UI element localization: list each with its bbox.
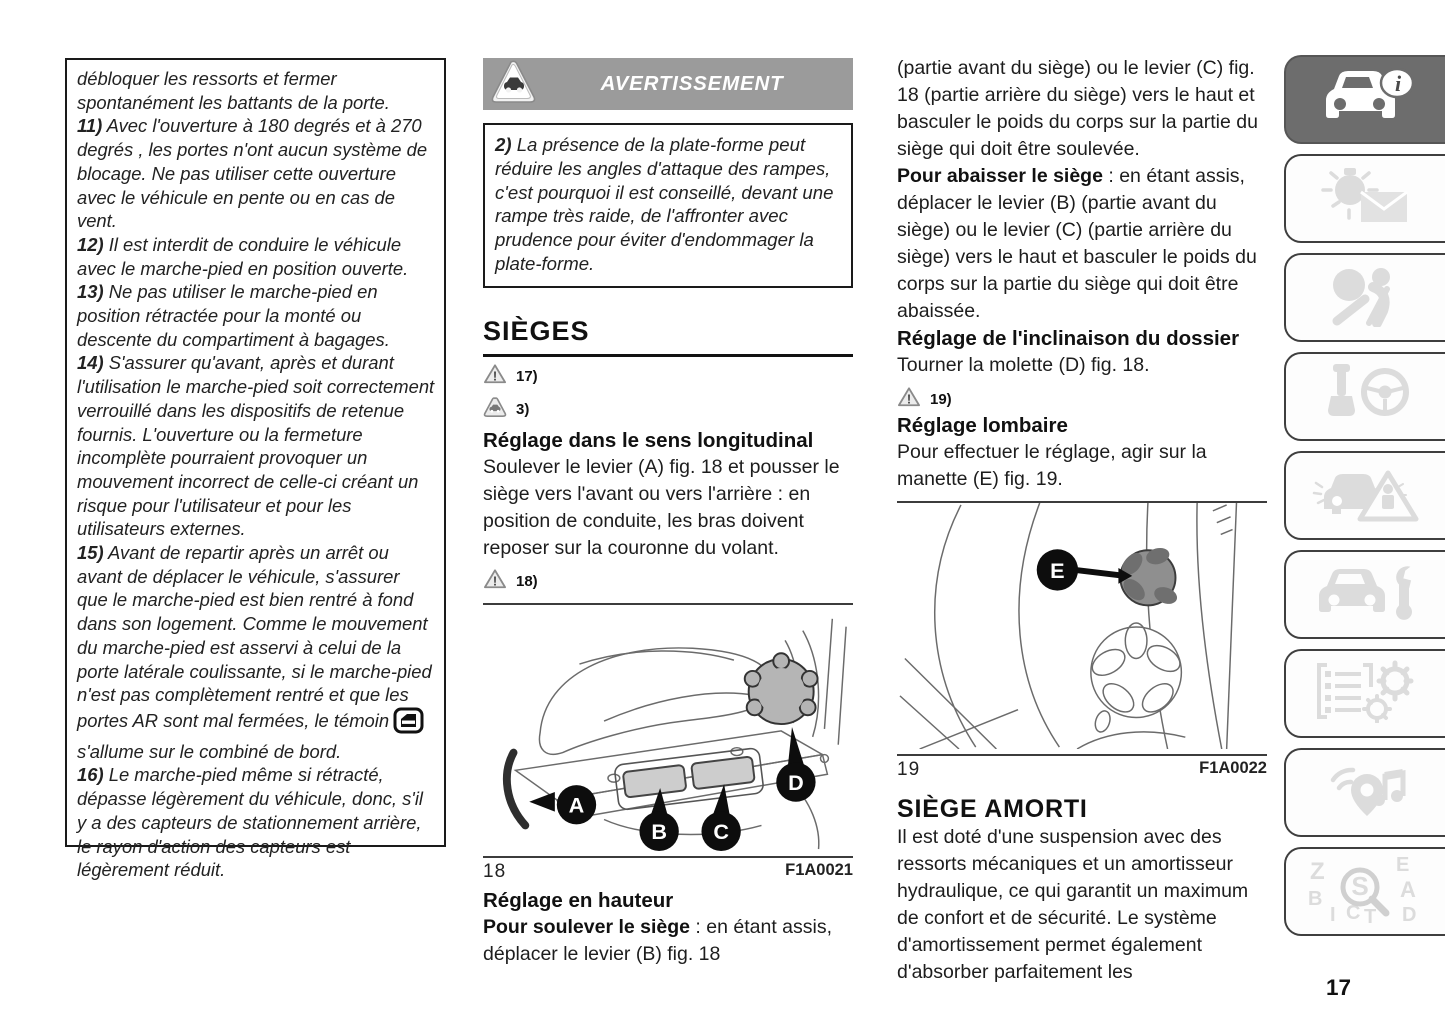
warning-intro: débloquer les ressorts et fermer spontanément les battants de la porte. — [77, 68, 390, 113]
longitudinal-text: Soulever le levier (A) fig. 18 et pousser le siège vers l'avant ou vers l'arrière : en position de conduite, les bras doivent reposer sur la couronne du volant. — [483, 455, 840, 559]
sidebar-tab-vehicle-info[interactable] — [1284, 55, 1445, 144]
caution-ref-label: 3) — [516, 401, 530, 419]
figure18-label-a: A — [568, 792, 585, 818]
svg-text:A: A — [1399, 877, 1416, 902]
list-gears-icon — [1311, 659, 1421, 728]
lombaire-text: Pour effectuer le réglage, agir sur la manette (E) fig. 19. — [897, 441, 1207, 490]
warning-ref-label: 18) — [516, 573, 538, 591]
svg-text:i: i — [1394, 71, 1401, 96]
item-text: Avant de repartir après un arrêt ou avant de déplacer le véhicule, s'assurer que le marche-pied est bien rentré à fond dans son logement. Comme le mouvement du marche-pied est asservi à celui de la porte latérale coulissante, si le marche-pied n'est pas complètement rentré et que les portes AR sont mal fermées, le témoin — [77, 542, 432, 731]
svg-text:E: E — [1395, 854, 1409, 876]
warning-reference-17 — [483, 364, 853, 390]
figure-18-caption — [483, 858, 853, 883]
multimedia-icon — [1311, 758, 1421, 827]
warning-continuation-box — [65, 58, 446, 881]
warning-triangle-icon — [897, 386, 921, 413]
middle-column — [483, 58, 853, 968]
sidebar-tab-dashboard-lights[interactable] — [1284, 154, 1445, 243]
figure-19-caption — [897, 756, 1267, 781]
item-number: 15) — [77, 542, 104, 564]
index-magnifier-icon — [1304, 853, 1428, 930]
item-text: s'allume sur le combiné de bord. — [77, 740, 342, 762]
soulever-continuation: (partie avant du siège) ou le levier (C) fig. 18 (partie arrière du siège) vers le haut et basculer le poids du corps sur la partie du siège qui doit être soulevée. — [897, 57, 1258, 160]
svg-text:T: T — [1363, 906, 1376, 925]
sidebar-tab-index[interactable] — [1284, 847, 1445, 936]
item-text: Le marche-pied même si rétracté, dépasse légèrement du véhicule, donc, s'il y a des capteurs de stationnement arrière, le rayon d'action des capteurs est légèrement réduit. — [77, 764, 423, 881]
sidebar-tab-service[interactable] — [1284, 550, 1445, 639]
warning-ref-label: 19) — [930, 390, 952, 408]
heading-lombaire: Réglage lombaire — [897, 414, 1068, 437]
figure-code: F1A0021 — [785, 860, 853, 879]
sidebar-tab-starting-driving[interactable] — [1284, 352, 1445, 441]
door-ajar-warning-icon — [393, 707, 424, 740]
warning-triangle-icon — [483, 568, 507, 595]
abaisser-rest: : en étant assis, déplacer le levier (B) (partie avant du siège) ou le levier (C) (partie arrière du siège) vers le haut et basculer le poids du corps sur la partie du siège qui doit être abaissée. — [897, 165, 1257, 322]
car-wrench-icon — [1311, 560, 1421, 629]
warning-reference-18 — [483, 569, 853, 595]
warning-ref-label: 17) — [516, 368, 538, 386]
svg-text:C: C — [1345, 902, 1360, 924]
crash-triangle-icon — [1310, 461, 1422, 530]
item-text: La présence de la plate-forme peut réduire les angles d'attaque des rampes, c'est pourquoi il est conseillé, devant une rampe très raide, de l'affronter avec prudence pour éviter d'endommager la plate-forme. — [495, 134, 834, 274]
item-number: 11) — [77, 115, 103, 137]
section-title-siege-amorti: SIÈGE AMORTI — [897, 795, 1088, 823]
svg-text:D: D — [1401, 904, 1416, 925]
item-number: 2) — [495, 134, 512, 155]
svg-text:B: B — [1307, 888, 1322, 910]
sidebar-tab-emergency[interactable] — [1284, 451, 1445, 540]
heading-hauteur: Réglage en hauteur — [483, 888, 674, 912]
figure-19-drawing — [897, 501, 1267, 756]
hauteur-lead: Pour soulever le siège — [483, 915, 691, 938]
avertissement-label: AVERTISSEMENT — [600, 72, 784, 95]
caution-reference-3 — [483, 397, 853, 423]
light-envelope-icon — [1311, 164, 1421, 233]
svg-text:Z: Z — [1309, 858, 1325, 885]
section-title-sieges: SIÈGES — [483, 316, 853, 357]
hauteur-rest: : en étant assis, déplacer le levier (B) fig. 18 — [483, 915, 833, 965]
warning-item-13 — [77, 280, 435, 351]
abaisser-text — [897, 163, 1267, 325]
item-number: 13) — [77, 281, 104, 303]
svg-text:S: S — [1350, 871, 1369, 901]
figure-18-drawing — [483, 603, 853, 858]
figure-code: F1A0022 — [1199, 759, 1267, 777]
item-text: Ne pas utiliser le marche-pied en position rétractée pour la monté ou descente du compartiment à bagages. — [77, 281, 390, 350]
warning-item-15 — [77, 541, 435, 763]
figure18-label-c: C — [713, 818, 729, 844]
item-text: Il est interdit de conduire le véhicule avec le marche-pied en position ouverte. — [77, 233, 409, 279]
svg-text:I: I — [1329, 904, 1336, 925]
warning-triangle-icon — [483, 363, 507, 390]
warning-item-12 — [77, 233, 435, 280]
car-info-icon — [1314, 66, 1418, 133]
warning-triangle-car-icon — [489, 59, 539, 110]
chapter-sidebar — [1284, 55, 1445, 936]
item-text: Avec l'ouverture à 180 degrés et à 270 degrés , les portes n'ont aucun système de blocage. Ne pas utiliser cette ouverture avec le véhicule en pente ou en cas de vent. — [77, 115, 428, 232]
hauteur-text — [483, 914, 853, 968]
figure18-label-b: B — [651, 818, 667, 844]
right-column — [897, 55, 1267, 986]
svg-text:!: ! — [492, 573, 498, 589]
page-number: 17 — [1325, 975, 1351, 1000]
figure-18 — [483, 603, 853, 883]
sidebar-tab-safety[interactable] — [1284, 253, 1445, 342]
figure-number: 19 — [897, 759, 921, 780]
amorti-text: Il est doté d'une suspension avec des ressorts mécaniques et un amortisseur hydraulique, ce qui garantit un maximum de confort et de sécurité. Le système d'amortissement permet également d'absorber parfaitement les — [897, 826, 1249, 983]
item-number: 16) — [77, 764, 104, 786]
airbag-icon — [1311, 263, 1421, 332]
avertissement-item-2 — [483, 123, 853, 288]
sidebar-tab-technical-data[interactable] — [1284, 649, 1445, 738]
sidebar-tab-multimedia[interactable] — [1284, 748, 1445, 837]
dossier-text: Tourner la molette (D) fig. 18. — [897, 354, 1150, 376]
figure18-label-d: D — [788, 769, 804, 795]
item-number: 14) — [77, 352, 104, 374]
avertissement-banner — [483, 58, 853, 110]
warning-item-14 — [77, 351, 435, 541]
caution-car-triangle-icon — [483, 396, 507, 423]
abaisser-lead: Pour abaisser le siège — [897, 165, 1103, 187]
warning-item-11 — [77, 114, 435, 233]
item-text: S'assurer qu'avant, après et durant l'utilisation le marche-pied soit correctement verrouillé dans les dispositifs de retenue fournis. L'ouverture ou la fermeture incomplète pourraient provoquer un mouvement incorrect de celle-ci créant un risque pour l'utilisateur et pour les utilisateurs externes. — [77, 352, 435, 540]
svg-text:!: ! — [492, 368, 498, 384]
figure19-label-e: E — [1050, 557, 1065, 583]
key-steering-icon — [1311, 362, 1421, 431]
item-number: 12) — [77, 233, 104, 255]
warning-reference-19 — [897, 386, 1267, 412]
figure-19 — [897, 501, 1267, 781]
warning-item-16 — [77, 763, 435, 882]
heading-longitudinal: Réglage dans le sens longitudinal — [483, 428, 814, 452]
heading-dossier: Réglage de l'inclinaison du dossier — [897, 327, 1240, 350]
svg-text:!: ! — [906, 390, 912, 406]
figure-number: 18 — [483, 860, 507, 882]
